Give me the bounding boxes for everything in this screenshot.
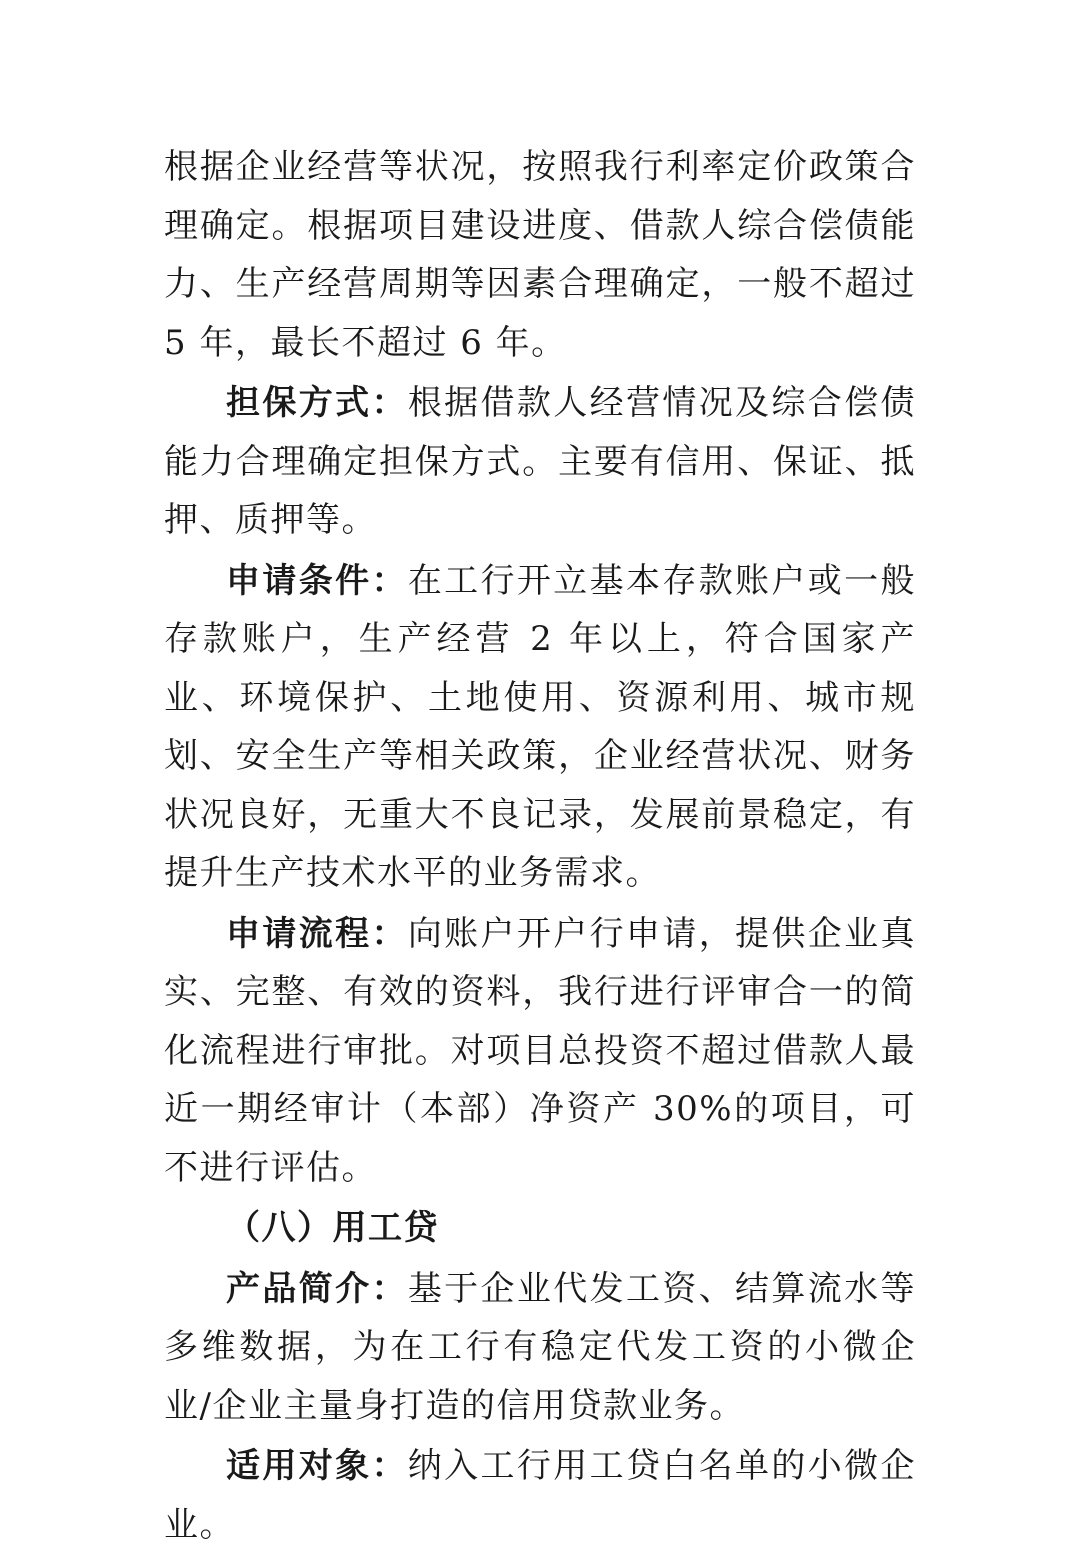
paragraph-text: 根据借款人经营情况及综合偿债能力合理确定担保方式。主要有信用、保证、抵押、质押等。 [164,383,917,540]
paragraph-rate-term [164,138,916,372]
paragraph-lead: 产品简介： [226,1268,408,1309]
paragraph-text: 在工行开立基本存款账户或一般存款账户，生产经营 2 年以上，符合国家产业、环境保护、土地使用、资源利用、城市规划、安全生产等相关政策，企业经营状况、财务状况良好，无重大不良记录，发展前景稳定，有提升生产技术水平的业务需求。 [164,560,917,893]
paragraph-lead: 担保方式： [226,383,408,423]
paragraph-text: 向账户开户行申请，提供企业真实、完整、有效的资料，我行进行评审合一的简化流程进行审批。对项目总投资不超过借款人最近一期经审计（本部）净资产 30%的项目，可不进行评估。 [164,913,917,1188]
document-page [164,138,916,1556]
paragraph-process [164,905,916,1198]
paragraph-guarantee [164,374,916,550]
paragraph-text: 根据企业经营等状况，按照我行利率定价政策合理确定。根据项目建设进度、借款人综合偿债能力、生产经营周期等因素合理确定，一般不超过 5 年，最长不超过 6 年。 [164,147,916,363]
paragraph-lead: 申请条件： [226,560,408,601]
paragraph-target [164,1437,916,1554]
paragraph-lead: 申请流程： [226,913,408,954]
paragraph-text: 基于企业代发工资、结算流水等多维数据，为在工行有稳定代发工资的小微企业/企业主量身打造的信用贷款业务。 [164,1268,917,1426]
paragraph-product-intro [164,1260,916,1436]
section-heading: （八）用工贷 [226,1208,439,1248]
paragraph-lead: 适用对象： [226,1446,408,1486]
paragraph-conditions [164,552,916,903]
paragraph-text: 纳入工行用工贷白名单的小微企业。 [164,1446,917,1545]
